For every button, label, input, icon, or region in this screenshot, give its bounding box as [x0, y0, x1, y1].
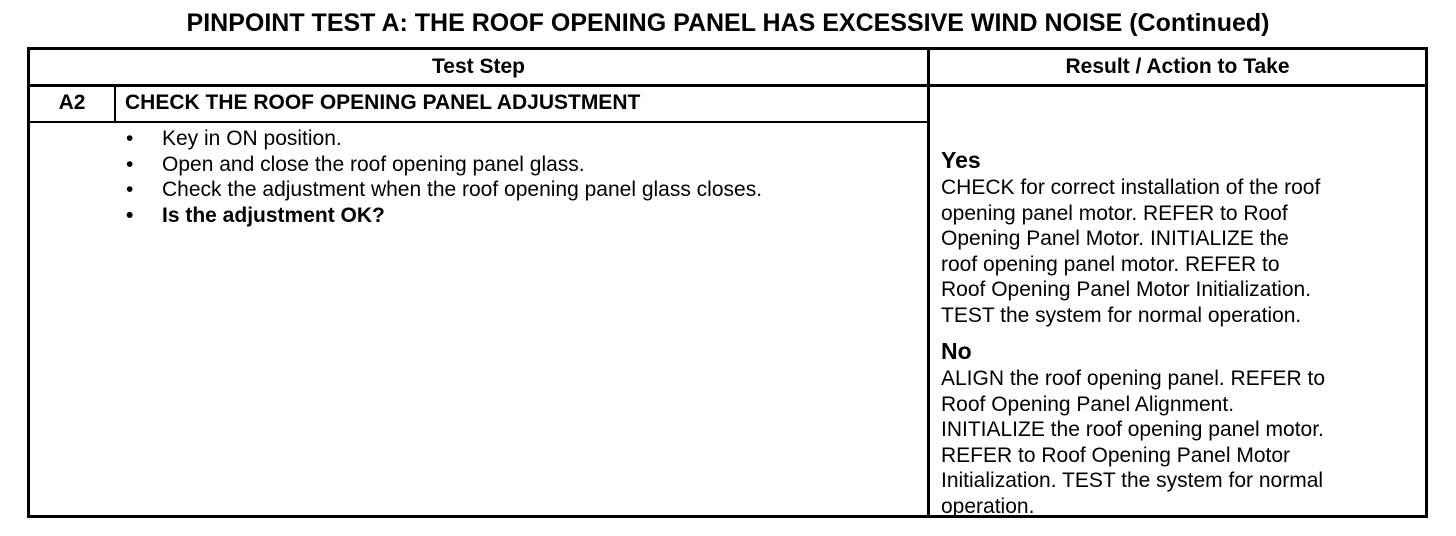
header-divider: [30, 84, 1425, 87]
result-line: Roof Opening Panel Motor Initialization.: [941, 278, 1312, 301]
bullet-icon: •: [126, 203, 134, 227]
result-yes-label: Yes: [941, 147, 981, 173]
bullet-text: Check the adjustment when the roof opening panel glass closes.: [162, 178, 763, 201]
list-item: [122, 126, 762, 152]
step-id: A2: [58, 91, 86, 114]
result-line: Roof Opening Panel Alignment.: [941, 392, 1235, 416]
result-yes: [941, 145, 1421, 328]
header-result-action: Result / Action to Take: [1065, 55, 1290, 78]
result-line: ALIGN the roof opening panel. REFER to: [941, 367, 1326, 390]
result-line: INITIALIZE the roof opening panel motor.: [941, 418, 1324, 441]
column-divider: [927, 50, 930, 515]
result-yes-text: [941, 175, 1421, 328]
list-item: [122, 203, 762, 229]
result-line: REFER to Roof Opening Panel Motor: [941, 443, 1291, 467]
bullet-text: Open and close the roof opening panel glass.: [162, 152, 585, 176]
page-title: PINPOINT TEST A: THE ROOF OPENING PANEL HAS EXCESSIVE WIND NOISE (Continued): [186, 9, 1270, 37]
result-line: TEST the system for normal operation.: [941, 303, 1302, 327]
pinpoint-test-table: [27, 47, 1428, 518]
bullet-icon: •: [126, 152, 134, 176]
bullet-icon: •: [126, 127, 134, 150]
bullet-question: Is the adjustment OK?: [162, 203, 385, 227]
result-no-label: No: [941, 338, 972, 364]
result-line: Opening Panel Motor. INITIALIZE the: [941, 227, 1289, 250]
result-line: roof opening panel motor. REFER to: [941, 252, 1280, 276]
result-line: Initialization. TEST the system for normal: [941, 469, 1324, 492]
bullet-icon: •: [126, 178, 134, 201]
list-item: [122, 177, 762, 203]
step-id-divider: [114, 84, 116, 121]
result-no: [941, 336, 1421, 519]
list-item: [122, 152, 762, 178]
step-bullet-list: [122, 126, 762, 228]
header-test-step: Test Step: [432, 55, 525, 78]
result-line: CHECK for correct installation of the roof: [941, 176, 1321, 199]
bullet-text: Key in ON position.: [162, 127, 342, 150]
result-no-text: [941, 366, 1421, 519]
step-title-divider: [30, 121, 927, 123]
step-title: CHECK THE ROOF OPENING PANEL ADJUSTMENT: [125, 91, 641, 114]
result-line: opening panel motor. REFER to Roof: [941, 201, 1288, 225]
result-line: operation.: [941, 494, 1035, 518]
